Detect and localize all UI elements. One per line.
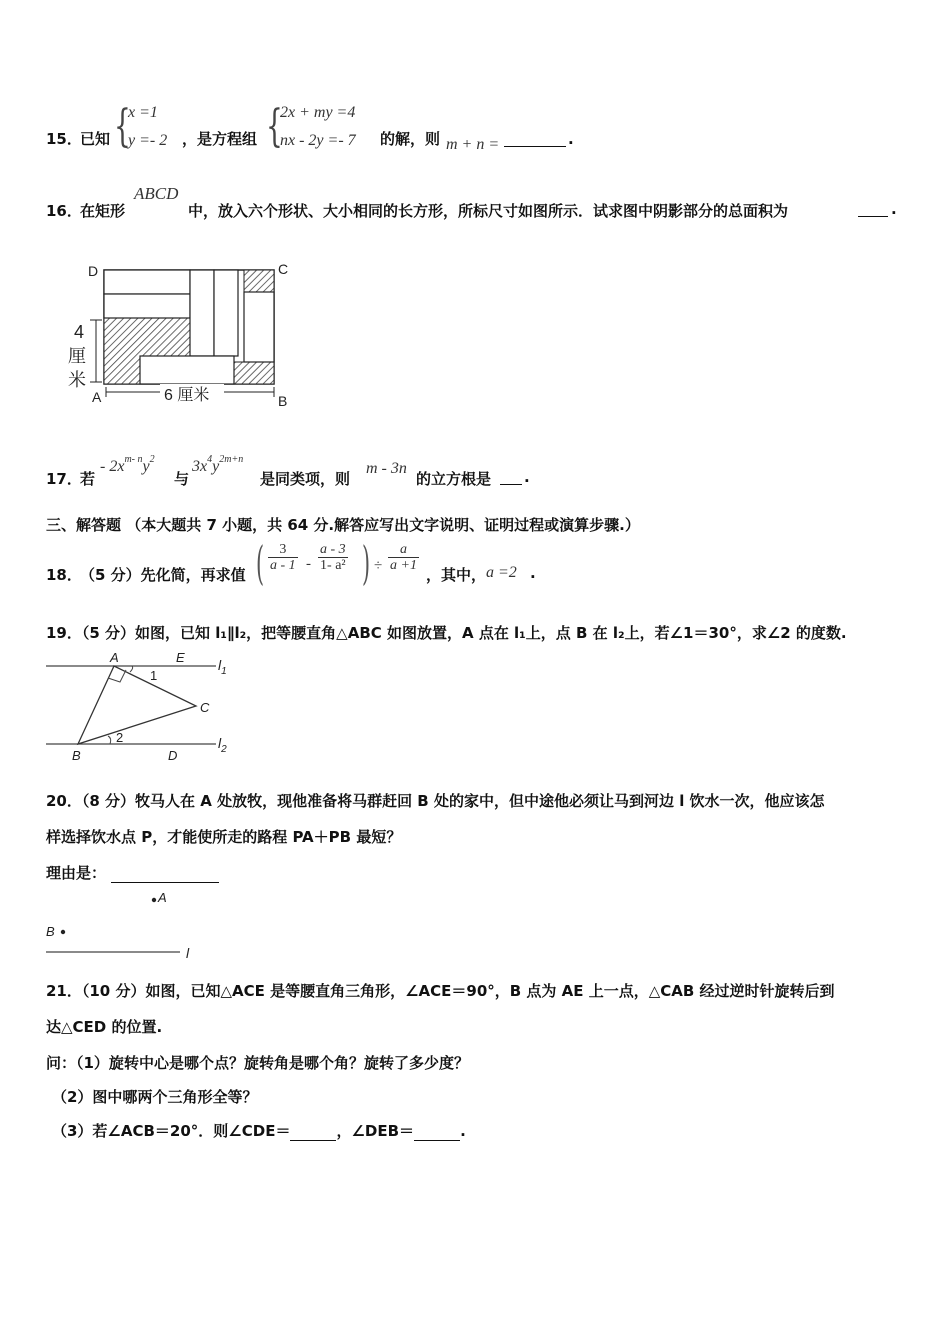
q20-reason-blank[interactable]: [111, 868, 219, 883]
q15-system1-line1: x =1: [128, 104, 158, 121]
q15-tail-text: 的解，则: [380, 130, 441, 148]
q21-ask3-part-b: ，∠DEB＝: [336, 1122, 415, 1140]
question-21-line-1: 21．（10 分）如图，已知△ACE 是等腰直角三角形，∠ACE＝90°，B 点为 AE 上一点，△CAB 经过逆时针旋转后到: [46, 982, 835, 1000]
q18-end: .: [530, 564, 536, 582]
q15-known: 已知: [80, 130, 111, 148]
q17-term2-coef: 3x: [192, 458, 208, 475]
label-B: B: [46, 924, 55, 939]
q18-f2-num: a - 3: [320, 542, 346, 557]
question-21-ask-3: [52, 1120, 466, 1141]
small-rectangle-1: [104, 270, 190, 294]
q17-number: 17．: [46, 470, 82, 488]
q18-fraction-2: [318, 542, 348, 574]
q17-expression: m - 3n: [366, 460, 407, 477]
q15-system2-line2: nx - 2y =- 7: [280, 132, 356, 149]
label-A: A: [92, 389, 102, 405]
q18-number: 18．: [46, 566, 82, 584]
q18-f3-num: a: [388, 542, 419, 558]
shaded-region-top-right: [244, 270, 274, 292]
label-C: C: [200, 700, 210, 715]
triangle-abc: [78, 666, 196, 744]
q15-mid-text: ，是方程组: [182, 130, 258, 148]
label-D: D: [168, 748, 178, 763]
label-l1: $l_1$: [218, 657, 227, 677]
q17-term1-y: y: [142, 458, 150, 475]
label-E: E: [176, 650, 185, 665]
q16-rectangle-figure: [56, 258, 306, 418]
q16-number: 16．: [46, 202, 82, 220]
q15-brace-1: {: [114, 101, 131, 152]
q17-tail: 的立方根是: [416, 470, 492, 488]
label-B: B: [278, 393, 288, 409]
angle-1-arc: [130, 666, 133, 672]
question-15: [46, 101, 646, 160]
q19-parallel-lines-figure: [40, 646, 240, 766]
q18-tail: ，其中，: [426, 566, 487, 584]
question-19: 19．（5 分）如图，已知 l₁∥l₂，把等腰直角△ABC 如图放置，A 点在 l₁上，点 B 在 l₂上，若∠1＝30°，求∠2 的度数.: [46, 624, 847, 642]
q17-term2-y: y: [212, 458, 220, 475]
q20-river-figure: [40, 884, 210, 964]
q17-answer-blank[interactable]: [500, 468, 522, 485]
small-rectangle-2: [104, 294, 190, 318]
q18-condition: a =2: [486, 564, 517, 581]
q18-score-text: （5 分）先化简，再求值: [80, 566, 246, 584]
q18-f1-num: 3: [268, 542, 298, 558]
label-height-mi: 米: [68, 370, 86, 390]
label-height-4: 4: [74, 322, 85, 342]
q18-divide: ÷: [374, 558, 383, 574]
question-20-line-1: 20．（8 分）牧马人在 A 处放牧，现他准备将马群赶回 B 处的家中，但中途他必须让马到河边 l 饮水一次，他应该怎: [46, 792, 825, 810]
q18-f3-den: a +1: [390, 558, 417, 574]
q17-term2: [192, 454, 244, 476]
q16-rect-name: ABCD: [134, 184, 179, 203]
question-16: [46, 184, 906, 224]
q16-pre: 在矩形: [80, 202, 126, 220]
question-21-line-2: 达△CED 的位置.: [46, 1018, 163, 1036]
angle-2-arc: [108, 736, 111, 744]
q18-right-paren: ): [362, 536, 371, 590]
small-rectangle-3: [190, 270, 214, 356]
label-C: C: [278, 261, 289, 277]
q15-number: 15．: [46, 130, 82, 148]
question-17: [46, 452, 646, 486]
q15-brace-2: {: [266, 101, 283, 152]
q15-expression: m + n =: [446, 136, 500, 153]
label-A: A: [158, 890, 167, 905]
q18-fraction-1: [268, 542, 298, 574]
q21-cde-blank[interactable]: [290, 1126, 336, 1141]
question-21-ask-2: （2）图中哪两个三角形全等？: [52, 1088, 258, 1106]
section-3-heading: 三、解答题 （本大题共 7 小题，共 64 分.解答应写出文字说明、证明过程或演算步骤.）: [46, 516, 640, 534]
small-rectangle-5: [244, 292, 274, 362]
shaded-region-bottom-right: [234, 362, 274, 384]
q18-f1-den: a - 1: [270, 558, 296, 574]
q17-term1-yexp: 2: [149, 454, 155, 465]
q15-system1-line2: y =- 2: [128, 132, 168, 149]
q17-pre: 若: [80, 470, 96, 488]
question-18: [46, 536, 646, 590]
small-rectangle-4: [214, 270, 238, 356]
q17-term2-yexp: 2m+n: [219, 454, 244, 465]
q17-term1: [100, 454, 155, 476]
q16-text: 中，放入六个形状、大小相同的长方形，所标尺寸如图所示．试求图中阴影部分的总面积为: [188, 202, 789, 220]
q21-ask3-end: .: [460, 1122, 466, 1140]
q17-mid: 是同类项，则: [260, 470, 351, 488]
q17-term2-exp: 4: [207, 454, 213, 465]
small-rectangle-6: [140, 356, 234, 384]
q17-term1-coef: - 2x: [100, 458, 125, 475]
q18-left-paren: (: [256, 536, 265, 590]
q21-ask3-part-a: （3）若∠ACB＝20°．则∠CDE＝: [52, 1122, 291, 1140]
q17-with: 与: [174, 470, 190, 488]
question-20-reason: [46, 862, 219, 883]
label-height-li: 厘: [68, 346, 86, 366]
label-D: D: [88, 263, 99, 279]
point-B: [61, 930, 65, 934]
label-l: l: [186, 945, 190, 961]
q17-term1-exp: m- n: [124, 454, 143, 465]
q15-answer-blank[interactable]: [504, 136, 566, 147]
point-A: [152, 898, 156, 902]
q18-f2-den: 1- a²: [320, 558, 346, 574]
q15-end: .: [568, 130, 574, 148]
label-A: A: [110, 650, 119, 665]
question-21-ask-1: 问：（1）旋转中心是哪个点？旋转角是哪个角？旋转了多少度？: [46, 1054, 469, 1072]
label-l2: $l_2$: [218, 735, 227, 755]
q21-deb-blank[interactable]: [414, 1126, 460, 1141]
q20-reason-label: 理由是：: [46, 864, 107, 882]
q15-system2-line1: 2x + my =4: [280, 104, 356, 121]
q18-minus: -: [306, 556, 311, 572]
question-20-line-2: 样选择饮水点 P，才能使所走的路程 PA＋PB 最短？: [46, 828, 402, 846]
label-width: 6 厘米: [164, 387, 210, 404]
label-angle-2: 2: [116, 730, 124, 745]
q17-end: .: [524, 468, 530, 486]
q16-answer-blank[interactable]: [858, 200, 888, 217]
label-angle-1: 1: [150, 668, 158, 683]
q16-end: .: [891, 200, 897, 218]
label-B: B: [72, 748, 81, 763]
q18-fraction-3: [388, 542, 419, 574]
